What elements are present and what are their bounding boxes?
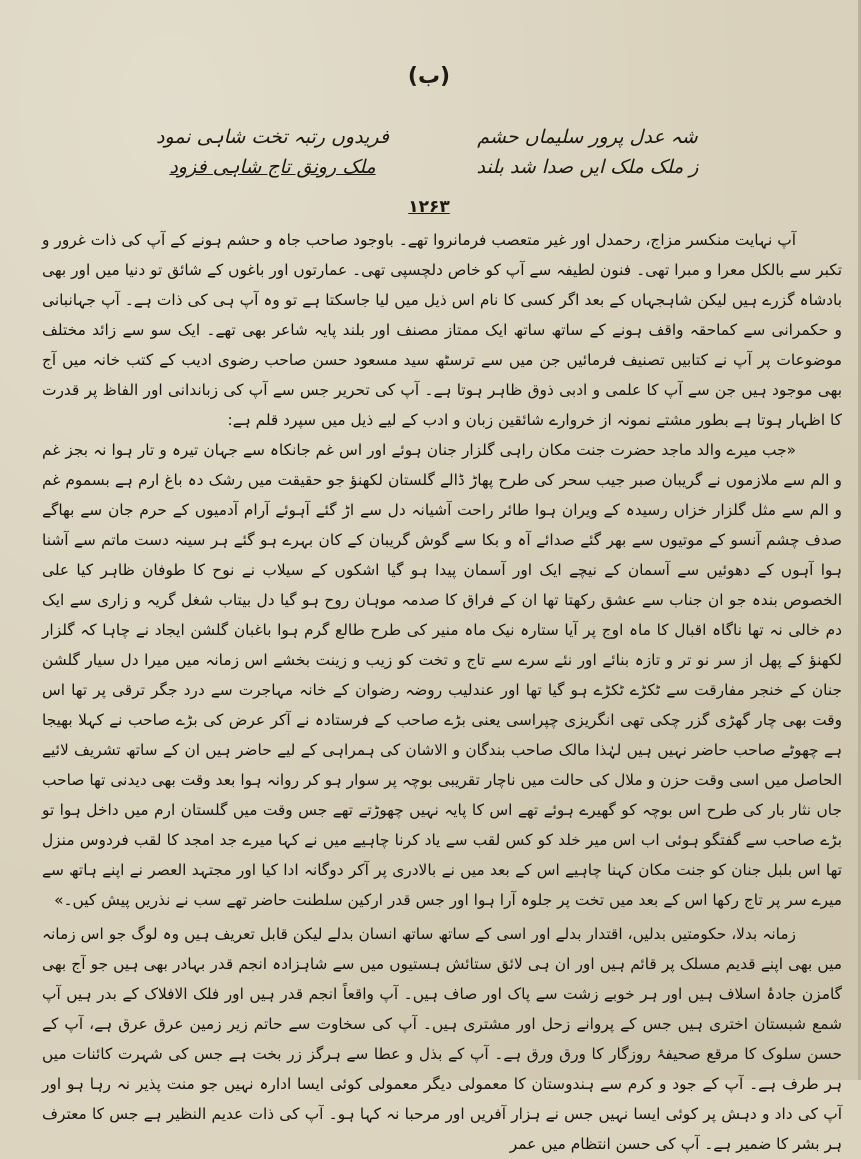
body-text [42,225,842,1159]
verse-left-line-1: فریدوں رتبہ تخت شاہی نمود [156,126,389,148]
paragraph-praise: زمانہ بدلا، حکومتیں بدلیں، اقتدار بدلے اور اسی کے ساتھ ساتھ انسان بدلے لیکن قابل تعریف ہیں وہ لوگ جو اس زمانہ میں بھی اپنے قدیم مسلک پر قائم ہیں اور ان ہی لائق ستائش ہستیوں میں سے شاہزادہ انجم قدر بہادر بھی ہیں جو آج بھی گامزن جادۂ اسلاف ہیں اور ہر خوبے زشت سے پاک اور صاف ہیں۔ آپ واقعاً انجم قدر ہیں اور فلک الافلاک کے بدر ہیں آپ شمع شبستان اختری ہیں جس کے پروانے زحل اور مشتری ہیں۔ آپ کی سخاوت سے حاتم زیر زمین عرق عرق ہے، آپ کے حسن سلوک کا مرقع صحیفۂ روزگار کا ورق ورق ہے۔ آپ کے بذل و عطا سے ہرگز زر بخت ہے جس کی شہرت کائنات میں ہر طرف ہے۔ آپ کے جود و کرم سے ہندوستان کا معمولی دیگر معمولی کوئی ایسا ادارہ نہیں جو منت پذیر نہ رہا ہو اور آپ کی داد و دہش پر کوئی ایسا نہیں جس نے ہزار آفریں اور مرحبا نہ کہا ہو۔ آپ کی ذات عدیم النظیر ہے جس کا معترف ہر بشر کا ضمیر ہے۔ آپ کی حسن انتظام میں عمر [42,925,842,1153]
verse-right-line-1: شہ عدل پرور سلیماں حشم [477,126,698,148]
couplet [150,126,710,188]
page-marker: (ب) [407,64,451,89]
paragraph-intro: آپ نہایت منکسر مزاج، رحمدل اور غیر متعصب فرمانروا تھے۔ باوجود صاحب جاہ و حشم ہونے کے آپ کی ذات غرور و تکبر سے بالکل معرا و مبرا تھی۔ فنون لطیفہ سے آپ کو خاص دلچسپی تھی۔ عمارتوں اور باغوں کے شائق تو دنیا میں اور بھی بادشاہ گزرے ہیں لیکن شاہجہاں کے بعد اگر کسی کا نام اس ذیل میں لیا جاسکتا ہے تو وہ آپ ہی کی ذات ہے۔ آپ جہانبانی و حکمرانی سے کماحقہ واقف ہونے کے ساتھ ساتھ ایک ممتاز مصنف اور بلند پایہ شاعر بھی تھے۔ ایک سو سے زائد مختلف موضوعات پر آپ نے کتابیں تصنیف فرمائیں جن میں سے ترسٹھ سید مسعود حسن صاحب رضوی ادیب کے کتب خانہ میں آج بھی موجود ہیں جن سے آپ کا علمی و ادبی ذوق ظاہر ہوتا ہے۔ آپ کی تحریر جس سے آپ کی زباندانی اور الفاظ پر قدرت کا اظہار ہوتا ہے بطور مشتے نمونہ از خروارے شائقین زبان و ادب کے لیے ذیل میں سپرد قلم ہے: [42,231,842,429]
chronogram-year: ۱۲۶۳ [408,197,450,217]
paragraph-quotation: «جب میرے والد ماجد حضرت جنت مکان راہی گلزار جنان ہوئے اور اس غم جانکاہ سے جہان تیرہ و تار ہوا نہ بجز غم و الم سے ملازموں نے گریبان صبر جیب سحر کی طرح پھاڑ ڈالے گلستان لکھنؤ جو حقیقت میں رشک دہ باغ ارم ہے بسموم غم و الم سے مثل گلزار خزاں رسیدہ کے ویران ہوا طائر راحت آشیانہ دل سے اڑ گئے آہوئے آرام آدمیوں کے حرم جان سے بھاگے صدف چشم آنسو کے موتیوں سے بھر گئے صدائے آہ و بکا سے گوش گریبان کے کان بہرے ہو گئے ہر سینہ دست ماتم سے آشنا ہوا آہوں کے دھوئیں سے آسمان کے نیچے ایک اور آسمان پیدا ہو گیا اشکوں کے سیلاب نے نوح کا طوفان ظاہر کیا علی الخصوص بندہ جو ان جناب سے عشق رکھتا تھا ان کے فراق کا صدمہ موہان روح ہو گیا دل بیتاب شغل گریہ و زاری سے ایک دم خالی نہ تھا ناگاہ اقبال کا ماہ اوج پر آیا ستارہ نیک ماہ منیر کی طرح طالع گرم ہوا باغبان گلشن ایجاد نے چاہا کہ گلزار لکھنؤ کے پھل از سر نو تر و تازہ بنائے اور نئے سرے سے تاج و تخت کو زیب و زینت بخشے اس زمانہ میں میرا دل سیار گلشن جنان کے خنجر مفارقت سے ٹکڑے ٹکڑے ہو گیا تھا اور عندلیب روضہ رضوان کے خانہ مہاجرت سے درد جگر ترقی پر تھا اس وقت بھی چار گھڑی گزر چکی تھی انگریزی چپراسی یعنی بڑے صاحب کے فرستادہ نے آکر عرض کی بڑے صاحب نے کہلا بھیجا ہے چھوٹے صاحب حاضر نہیں ہیں لہٰذا مالک صاحب بندگان و الاشان کی ہمراہی کے لیے حاضر ہیں ان کے ساتھ تشریف لائیے الحاصل میں اسی وقت حزن و ملال کی حالت میں ناچار تقریبی بوچہ پر سوار ہو کر روانہ ہوا بعد وقت بھی دیدنی تھا صاحب جاں نثار بار کی طرح اس بوچہ کو گھیرے ہوئے تھے اس کا پایہ نہیں چھوڑتے تھے جس وقت میں گلستان ارم میں داخل ہوا تو بڑے صاحب سے گفتگو ہوئی اب اس میر خلد کو کس لقب سے یاد کرنا چاہیے میں نے کہا میرے جد امجد کا لقب فردوس منزل تھا اس بلبل جنان کو جنت مکان کہنا چاہیے اس کے بعد میں نے بالادری پر آکر دوگانہ ادا کیا اور مجتہد العصر نے اپنے ہاتھ سے میرے سر پر تاج رکھا اس کے بعد میں تخت پر جلوہ آرا ہوا اور جس قدر ارکین سلطنت حاضر تھے سب نے نذریں پیش کیں۔» [42,441,842,909]
verse-right-line-2: ز ملک ملک ایں صدا شد بلند [476,156,699,178]
verse-left-line-2: ملک رونق تاج شاہی فزود [169,156,376,178]
